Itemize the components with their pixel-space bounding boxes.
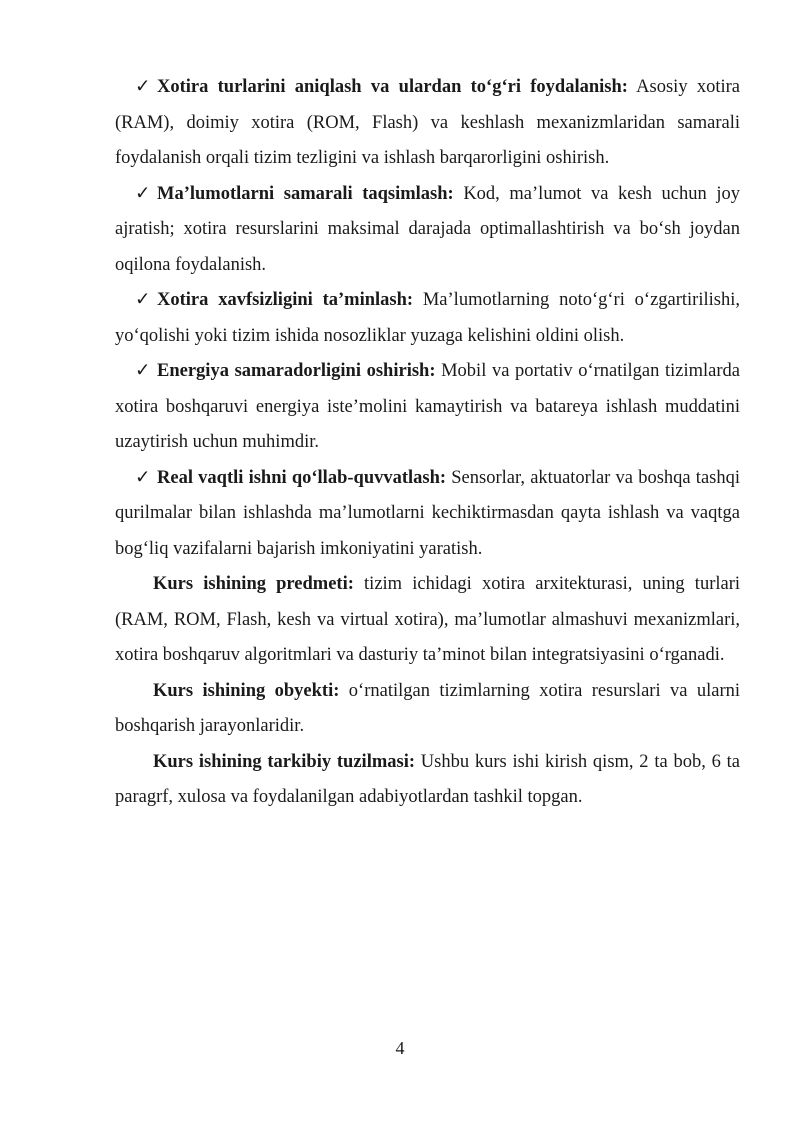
checkmark-icon: ✓ (135, 183, 151, 204)
bullet-item-memory-types (115, 70, 740, 177)
bullet-text: Sensorlar, aktuatorlar va boshqa tashqi qurilmalar bilan ishlashda ma’lumotlarni kechiktirmasdan qayta ishlash va vaqtga bog‘liq vazifalarni bajarish imkoniyatini yaratish. (115, 467, 741, 559)
page-number: 4 (395, 1038, 405, 1058)
paragraph-course-object (115, 674, 740, 745)
bullet-item-memory-security (115, 283, 740, 354)
bullet-heading: Xotira turlarini aniqlash va ulardan to‘g‘ri foydalanish: (157, 77, 628, 97)
checkmark-icon: ✓ (135, 77, 151, 97)
bullet-text: Kod, ma’lumot va kesh uchun joy ajratish; xotira resurslarini maksimal darajada optimallashtirish va bo‘sh joydan oqilona foydalanish. (115, 183, 741, 275)
bullet-text: Asosiy xotira (RAM), doimiy xotira (ROM, Flash) va keshlash mexanizmlaridan samarali foydalanish orqali tizim tezligini va ishlash barqarorligini oshirish. (115, 77, 741, 168)
checkmark-icon: ✓ (135, 361, 151, 381)
checkmark-icon: ✓ (135, 290, 151, 310)
bullet-text: Ma’lumotlarning noto‘g‘ri o‘zgartirilishi, yo‘qolishi yoki tizim ishida nosozliklar yuzaga kelishini oldini olish. (115, 290, 740, 346)
bullet-item-energy-efficiency (115, 354, 740, 461)
paragraph-text: Ushbu kurs ishi kirish qism, 2 ta bob, 6 ta paragrf, xulosa va foydalanilgan adabiyotlardan tashkil topgan. (115, 751, 740, 807)
paragraph-heading: Kurs ishining predmeti: (153, 574, 354, 594)
document-body (115, 70, 740, 816)
checkmark-icon: ✓ (135, 467, 151, 488)
bullet-heading: Ma’lumotlarni samarali taqsimlash: (157, 183, 454, 204)
paragraph-heading: Kurs ishining obyekti: (153, 680, 340, 701)
paragraph-course-structure (115, 745, 740, 816)
paragraph-text: o‘rnatilgan tizimlarning xotira resurslari va ularni boshqarish jarayonlaridir. (115, 680, 740, 736)
bullet-item-data-allocation (115, 177, 740, 284)
bullet-heading: Energiya samaradorligini oshirish: (157, 361, 436, 381)
bullet-item-real-time (115, 461, 740, 568)
bullet-heading: Real vaqtli ishni qo‘llab-quvvatlash: (157, 467, 447, 488)
paragraph-course-subject (115, 567, 740, 674)
paragraph-heading: Kurs ishining tarkibiy tuzilmasi: (153, 751, 415, 772)
bullet-text: Mobil va portativ o‘rnatilgan tizimlarda xotira boshqaruvi energiya iste’molini kamaytirish va batareya ishlash muddatini uzaytirish uchun muhimdir. (115, 361, 740, 452)
paragraph-text: tizim ichidagi xotira arxitekturasi, uning turlari (RAM, ROM, Flash, kesh va virtual xotira), ma’lumotlar almashuvi mexanizmlari, xotira boshqaruv algoritmlari va dasturiy ta’minot bilan integratsiyasini o‘rganadi. (115, 574, 740, 665)
bullet-heading: Xotira xavfsizligini ta’minlash: (157, 290, 414, 310)
